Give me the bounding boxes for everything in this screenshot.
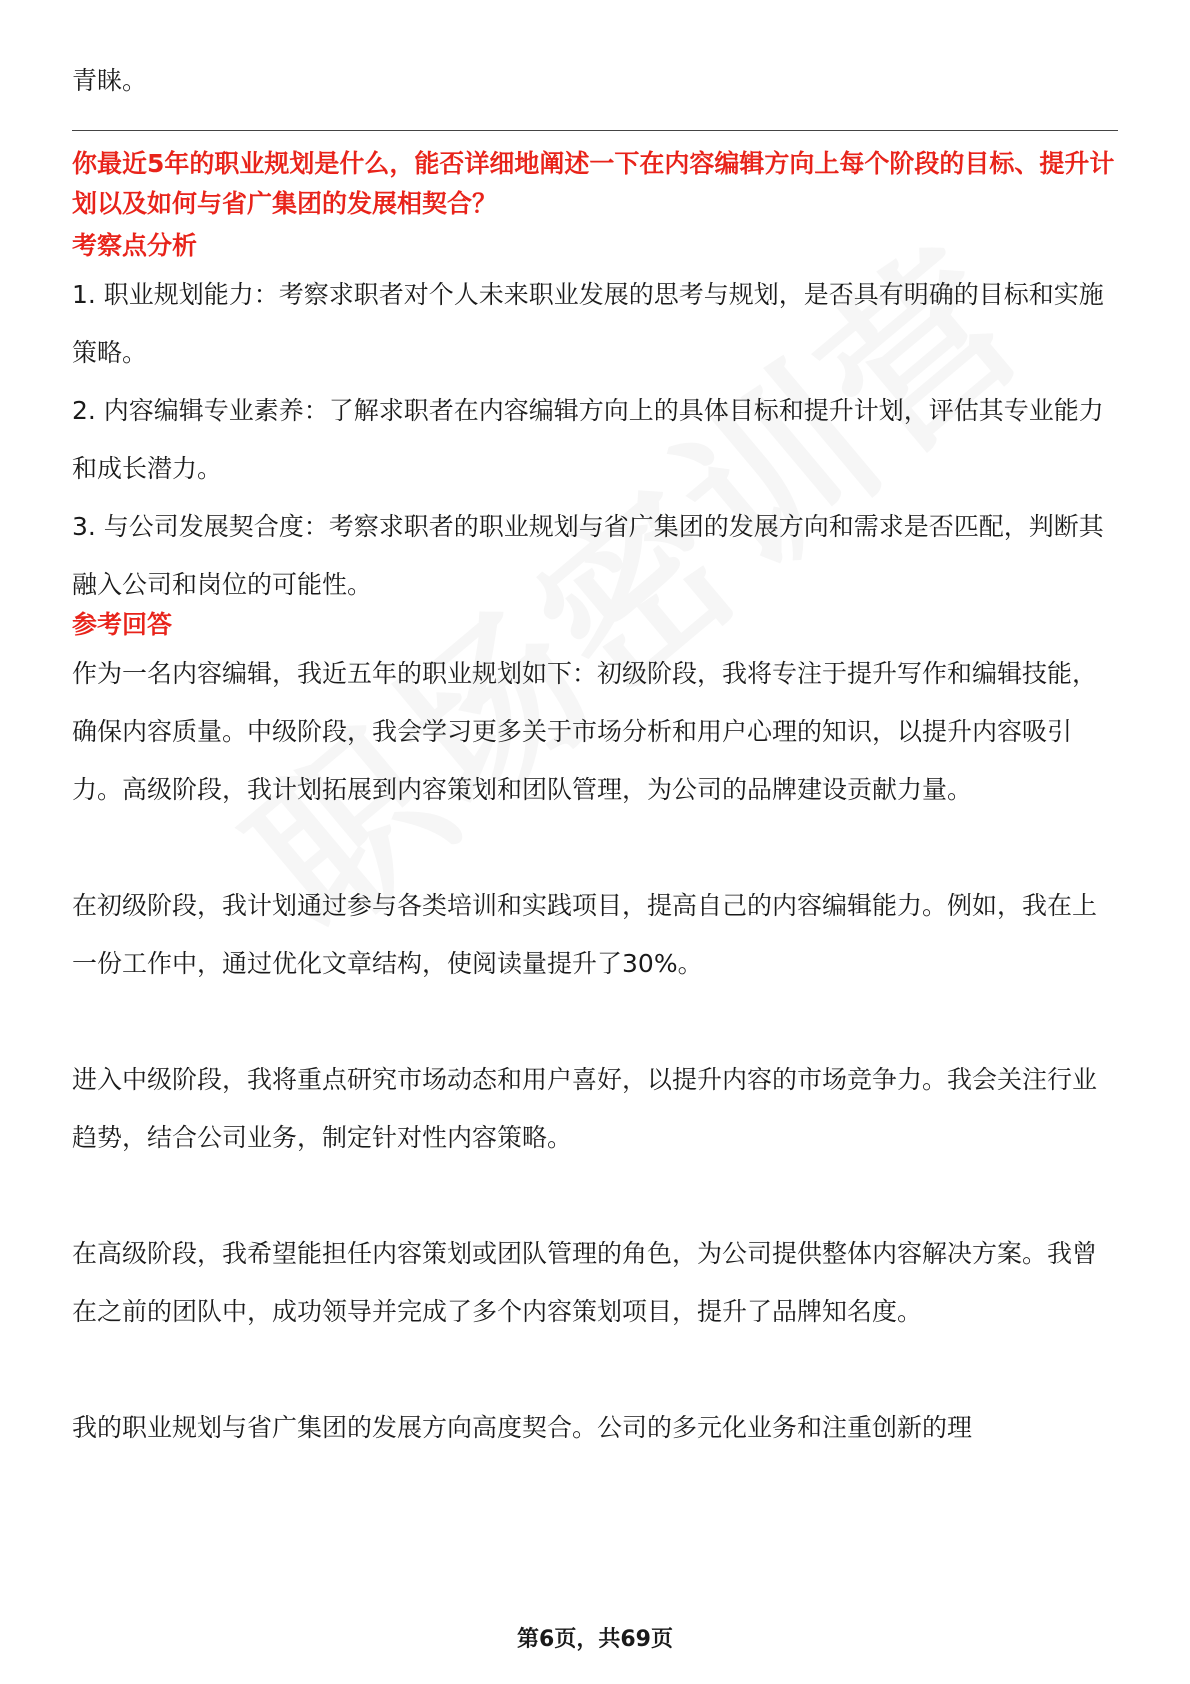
analysis-item: 1. 职业规划能力：考察求职者对个人未来职业发展的思考与规划，是否具有明确的目标和实施策略。 — [72, 280, 1104, 367]
page-number: 第6页，共69页 — [517, 1627, 673, 1652]
divider — [72, 130, 1118, 131]
answer-paragraph: 我的职业规划与省广集团的发展方向高度契合。公司的多元化业务和注重创新的理 — [72, 1413, 973, 1442]
analysis-item: 3. 与公司发展契合度：考察求职者的职业规划与省广集团的发展方向和需求是否匹配，判断其融入公司和岗位的可能性。 — [72, 512, 1104, 599]
answer-title: 参考回答 — [72, 610, 173, 639]
question-heading: 你最近5年的职业规划是什么，能否详细地阐述一下在内容编辑方向上每个阶段的目标、提升计划以及如何与省广集团的发展相契合？ — [72, 149, 1115, 218]
document-page — [72, 0, 1118, 1684]
answer-paragraph: 进入中级阶段，我将重点研究市场动态和用户喜好，以提升内容的市场竞争力。我会关注行业趋势，结合公司业务，制定针对性内容策略。 — [72, 1065, 1098, 1152]
answer-paragraph: 作为一名内容编辑，我近五年的职业规划如下：初级阶段，我将专注于提升写作和编辑技能，确保内容质量。中级阶段，我会学习更多关于市场分析和用户心理的知识，以提升内容吸引力。高级阶段，我计划拓展到内容策划和团队管理，为公司的品牌建设贡献力量。 — [72, 659, 1098, 804]
answer-paragraph: 在初级阶段，我计划通过参与各类培训和实践项目，提高自己的内容编辑能力。例如，我在上一份工作中，通过优化文章结构，使阅读量提升了30%。 — [72, 891, 1098, 978]
analysis-item: 2. 内容编辑专业素养：了解求职者在内容编辑方向上的具体目标和提升计划，评估其专业能力和成长潜力。 — [72, 396, 1104, 483]
answer-paragraph: 在高级阶段，我希望能担任内容策划或团队管理的角色，为公司提供整体内容解决方案。我曾在之前的团队中，成功领导并完成了多个内容策划项目，提升了品牌知名度。 — [72, 1239, 1098, 1326]
analysis-title: 考察点分析 — [72, 231, 198, 260]
lead-text: 青睐。 — [72, 66, 148, 95]
analysis-list — [72, 266, 1118, 614]
answer-body — [72, 645, 1118, 1457]
